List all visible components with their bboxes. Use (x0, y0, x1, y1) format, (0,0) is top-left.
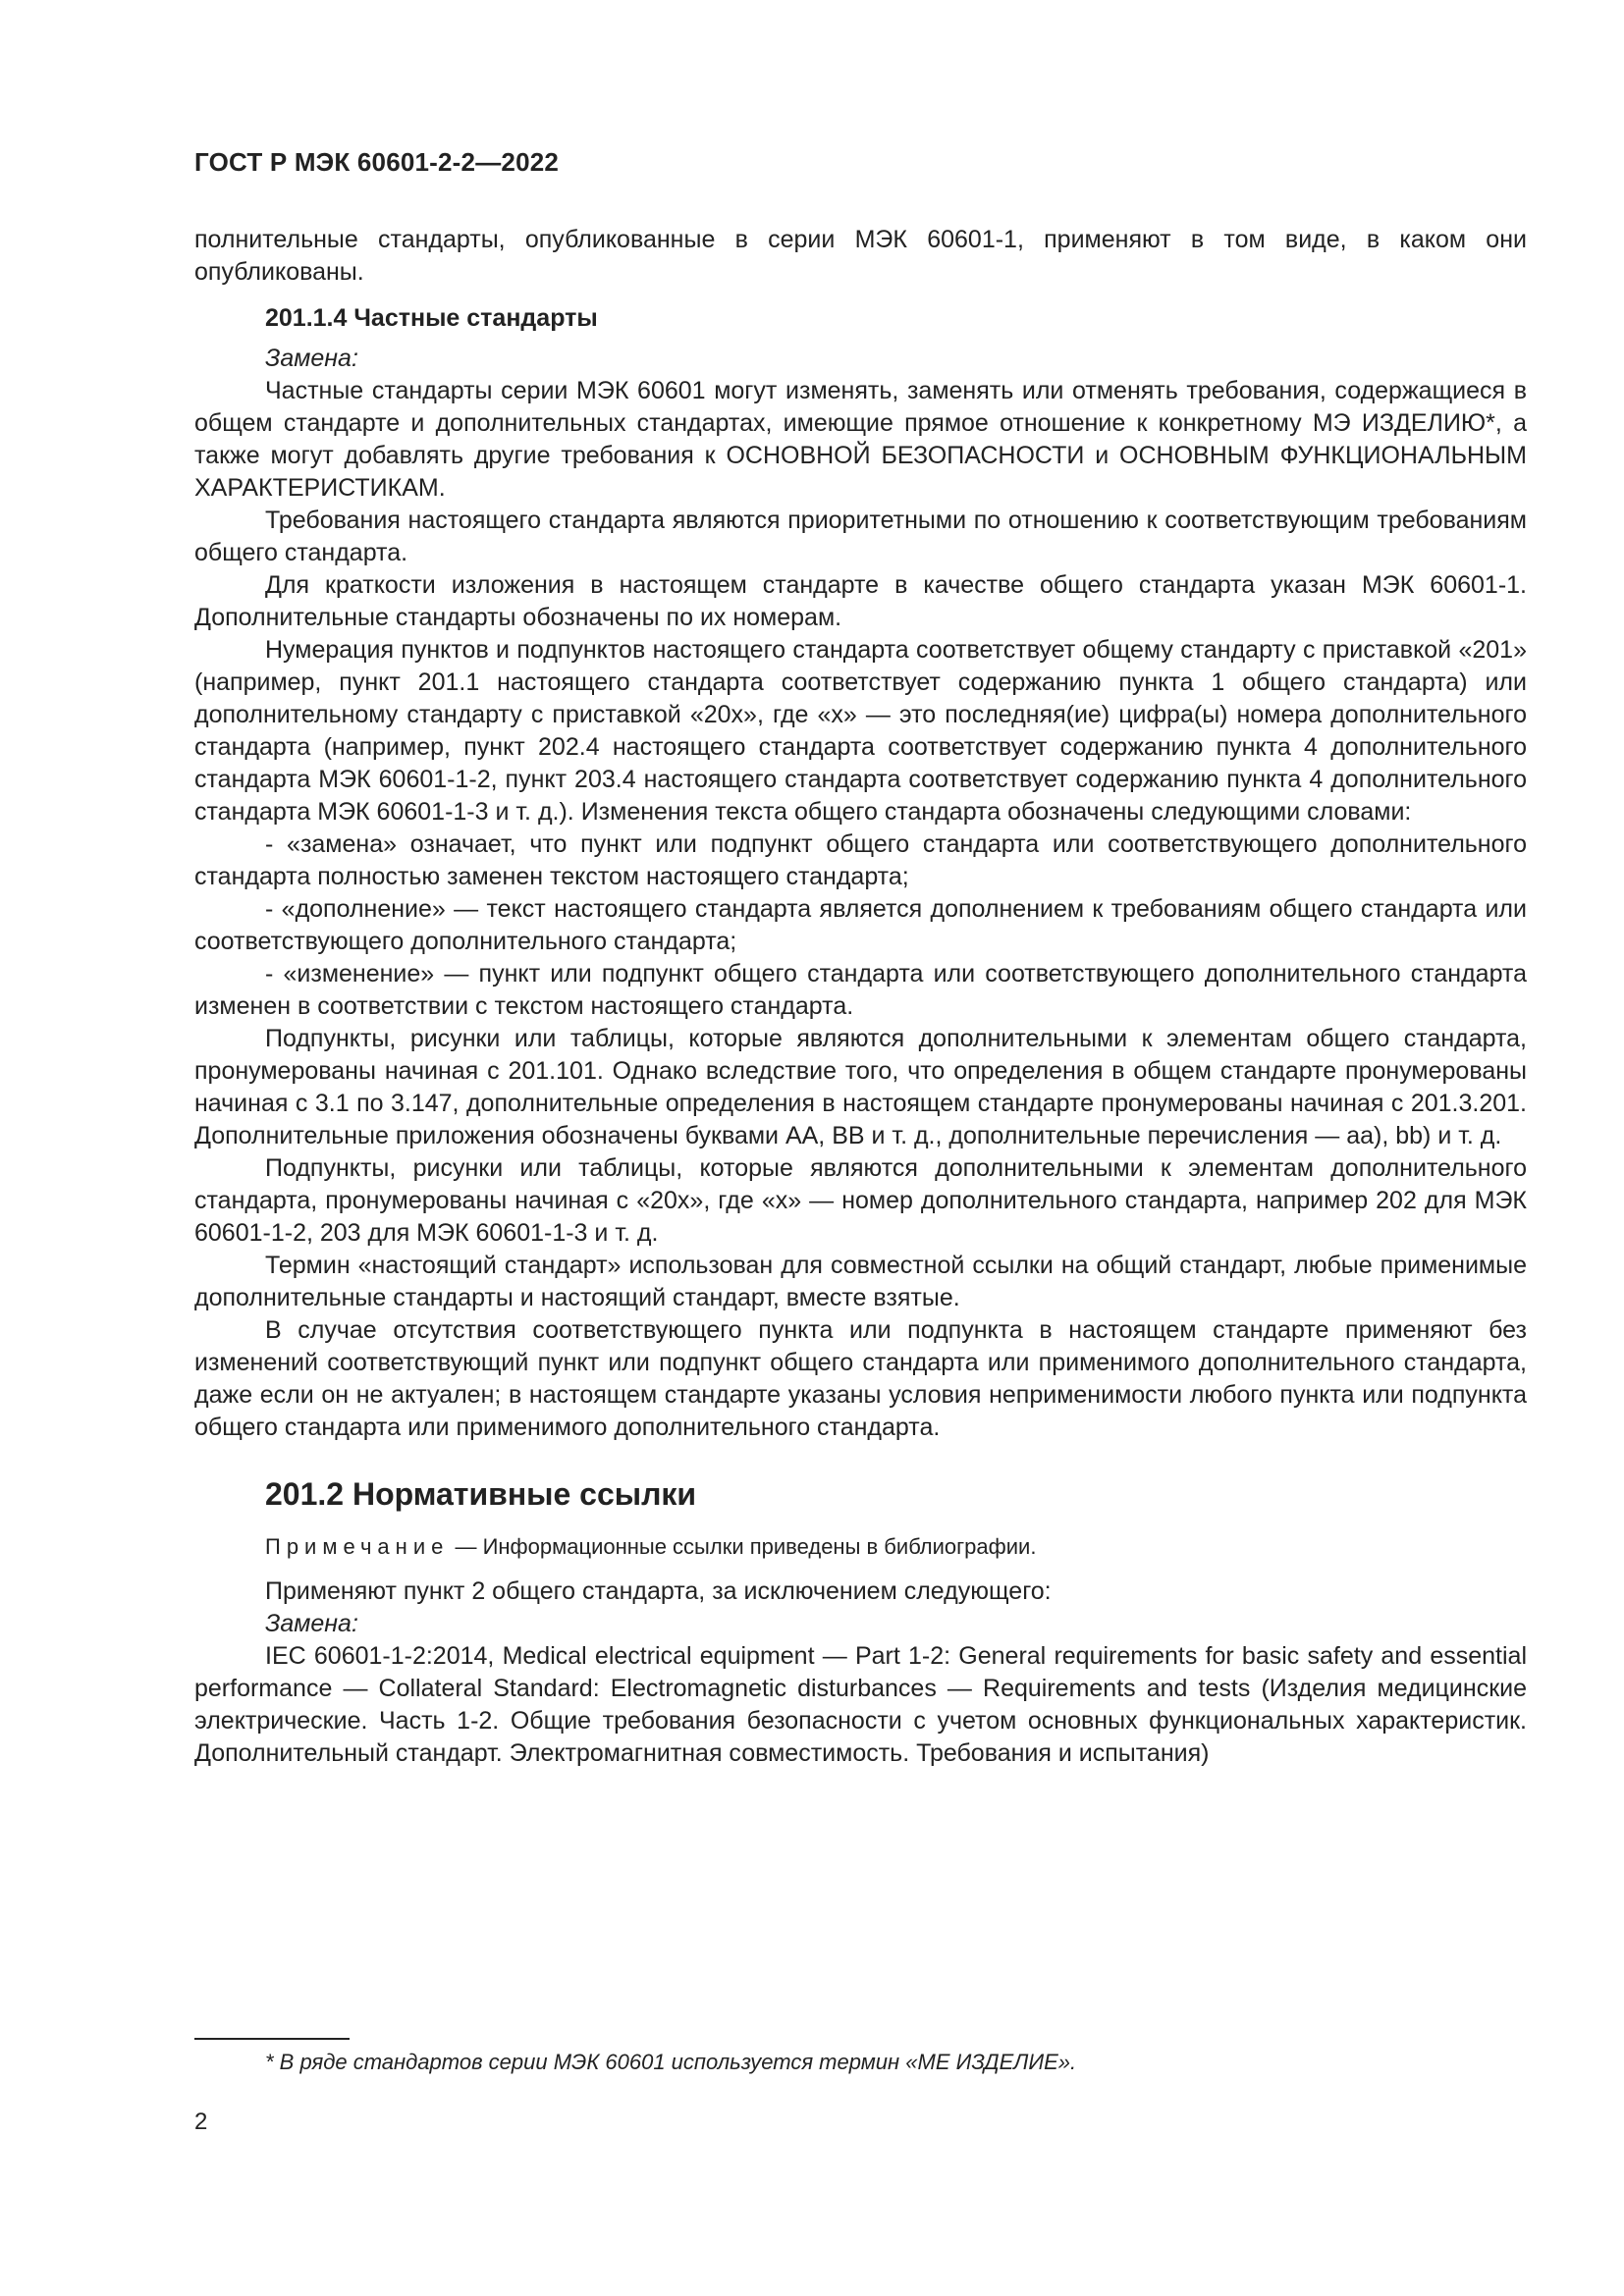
subsection-title: 201.1.4 Частные стандарты (265, 304, 598, 332)
document-page (194, 0, 1527, 2296)
intro-paragraph: полнительные стандарты, опубликованные в серии МЭК 60601-1, применяют в том виде, в каком они опубликованы. (194, 226, 1527, 286)
paragraph: Для краткости изложения в настоящем стандарте в качестве общего стандарта указан МЭК 60601-1. Дополнительные стандарты обозначены по их номерам. (194, 571, 1527, 631)
replacement-label: Замена: (265, 345, 358, 372)
list-item: - «изменение» — пункт или подпункт общего стандарта или соответствующего дополнительного стандарта изменен в соответствии с текстом настоящего стандарта. (194, 960, 1527, 1020)
apply-paragraph: Применяют пункт 2 общего стандарта, за исключением следующего: (265, 1577, 1052, 1605)
paragraph: Подпункты, рисунки или таблицы, которые являются дополнительными к элементам общего стандарта, пронумерованы начиная с 201.101. Однако вследствие того, что определения в общем стандарте пронумерованы начиная с 3.1 по 3.147, дополнительные определения в настоящем стандарте пронумерованы начиная с 201.3.201. Дополнительные приложения обозначены буквами АА, ВВ и т. д., дополнительные перечисления — аа), bb) и т. д. (194, 1025, 1527, 1149)
section-title: 201.2 Нормативные ссылки (265, 1476, 697, 1512)
document-header: ГОСТ Р МЭК 60601-2-2—2022 (194, 147, 560, 177)
document-body (194, 224, 1527, 1770)
note (265, 1532, 1527, 1562)
paragraph: Частные стандарты серии МЭК 60601 могут изменять, заменять или отменять требования, содержащиеся в общем стандарте и дополнительных стандартах, имеющие прямое отношение к конкретному МЭ ИЗДЕЛИЮ*, а также могут добавлять другие требования к ОСНОВНОЙ БЕЗОПАСНОСТИ и ОСНОВНЫМ ФУНКЦИОНАЛЬНЫМ ХАРАКТЕРИСТИКАМ. (194, 377, 1527, 502)
paragraph: В случае отсутствия соответствующего пункта или подпункта в настоящем стандарте применяют без изменений соответствующий пункт или подпункт общего стандарта или применимого дополнительного стандарта, даже если он не актуален; в настоящем стандарте указаны условия неприменимости любого пункта или подпункта общего стандарта или применимого дополнительного стандарта. (194, 1316, 1527, 1441)
reference-paragraph: IEC 60601-1-2:2014, Medical electrical equipment — Part 1-2: General requirements for basic safety and essential performance — Collateral Standard: Electromagnetic disturbances — Requirements and tests (Изделия медицинские электрические. Часть 1-2. Общие требования безопасности с учетом основных функциональных характеристик. Дополнительный стандарт. Электромагнитная совместимость. Требования и испытания) (194, 1642, 1527, 1767)
list-item: - «дополнение» — текст настоящего стандарта является дополнением к требованиям общего стандарта или соответствующего дополнительного стандарта; (194, 895, 1527, 955)
note-text: — Информационные ссылки приведены в библиографии. (449, 1534, 1037, 1559)
page-number: 2 (194, 2109, 208, 2135)
paragraph: Нумерация пунктов и подпунктов настоящего стандарта соответствует общему стандарту с приставкой «201» (например, пункт 201.1 настоящего стандарта соответствует содержанию пункта 1 общего стандарта) или дополнительному стандарту с приставкой «20х», где «х» — это последняя(ие) цифра(ы) номера дополнительного стандарта (например, пункт 202.4 настоящего стандарта соответствует содержанию пункта 4 дополнительного стандарта МЭК 60601-1-2, пункт 203.4 настоящего стандарта соответствует содержанию пункта 4 дополнительного стандарта МЭК 60601-1-3 и т. д.). Изменения текста общего стандарта обозначены следующими словами: (194, 636, 1527, 826)
list-item: - «замена» означает, что пункт или подпункт общего стандарта или соответствующего дополнительного стандарта полностью заменен текстом настоящего стандарта; (194, 830, 1527, 890)
footnote-divider (194, 2038, 350, 2040)
footnote: * В ряде стандартов серии МЭК 60601 используется термин «МЕ ИЗДЕЛИЕ». (265, 2050, 1077, 2074)
paragraph: Термин «настоящий стандарт» использован для совместной ссылки на общий стандарт, любые применимые дополнительные стандарты и настоящий стандарт, вместе взятые. (194, 1252, 1527, 1311)
paragraph: Требования настоящего стандарта являются приоритетными по отношению к соответствующим требованиям общего стандарта. (194, 507, 1527, 566)
note-label: Примечание (265, 1534, 450, 1559)
paragraph: Подпункты, рисунки или таблицы, которые являются дополнительными к элементам дополнительного стандарта, пронумерованы начиная с «20х», где «х» — номер дополнительного стандарта, например 202 для МЭК 60601-1-2, 203 для МЭК 60601-1-3 и т. д. (194, 1154, 1527, 1247)
replacement-label-2: Замена: (265, 1610, 358, 1637)
